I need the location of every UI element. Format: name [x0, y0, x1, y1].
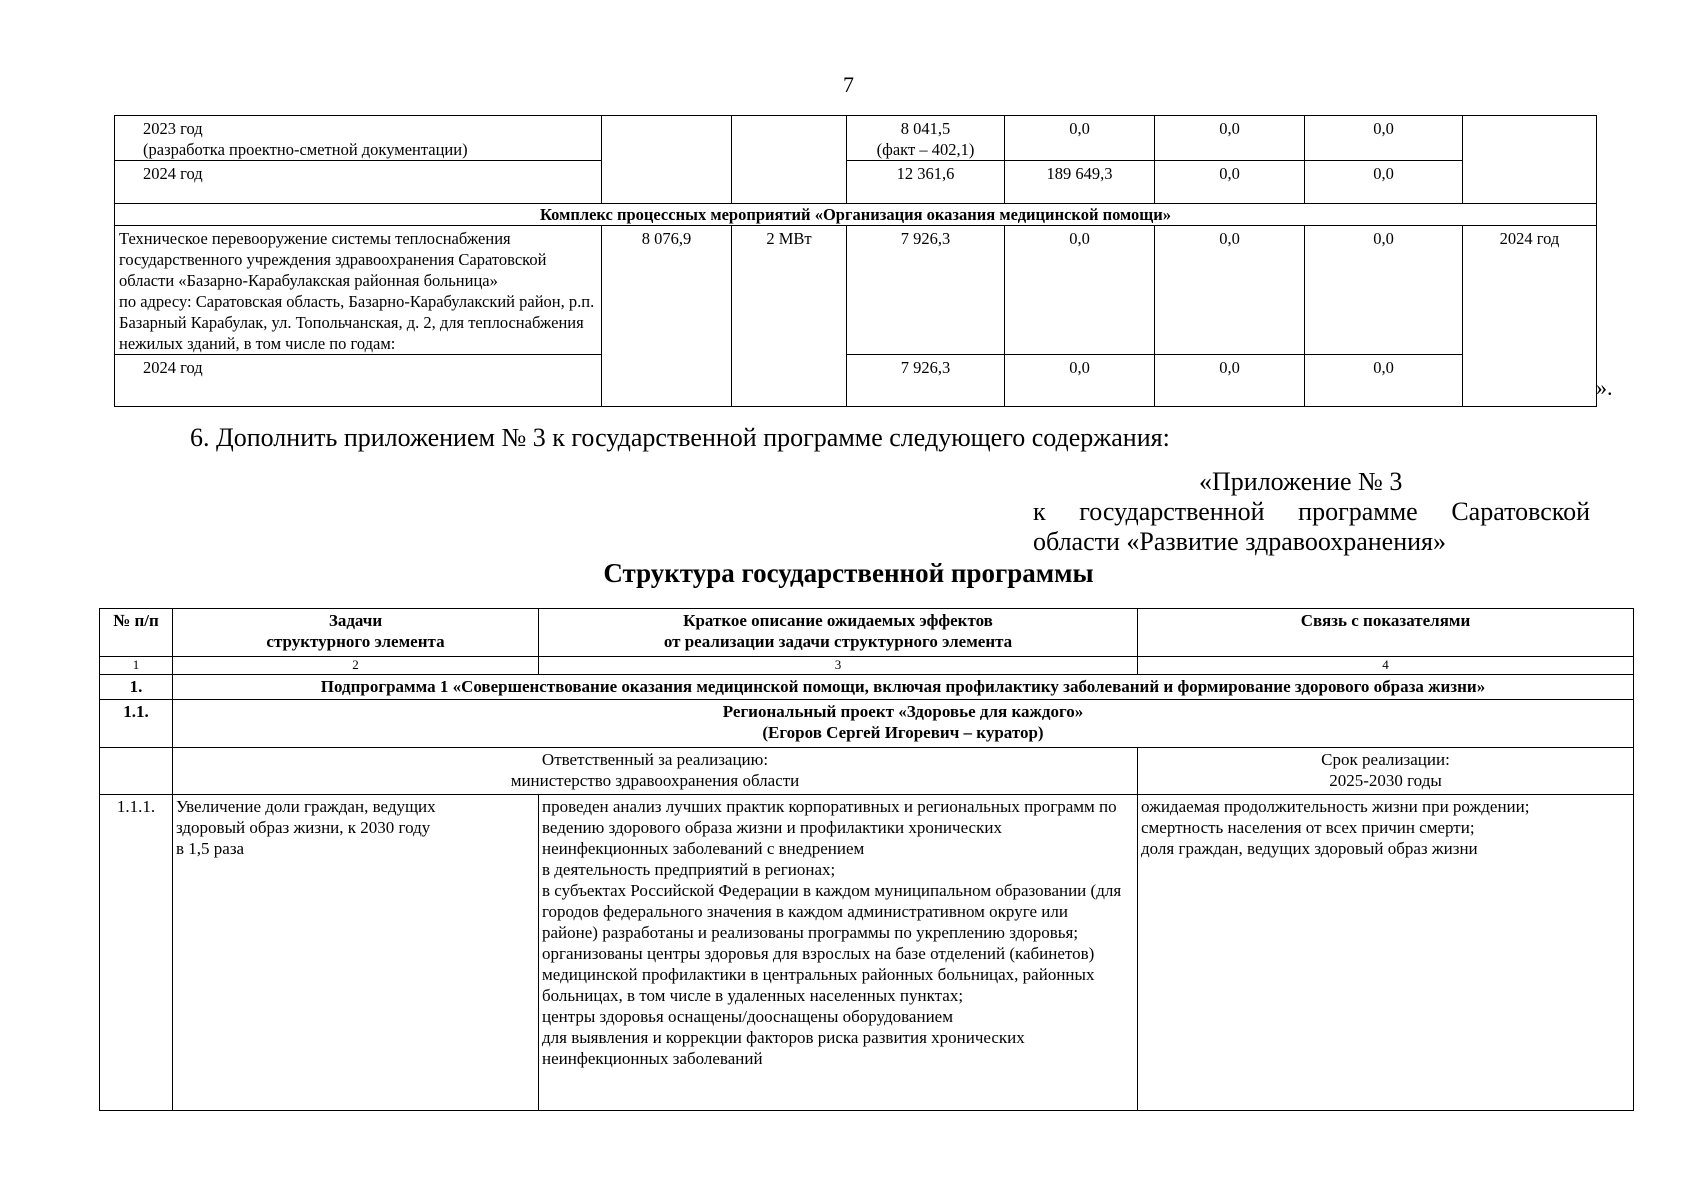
column-number: 1 [100, 657, 173, 675]
task-effects: проведен анализ лучших практик корпоративных и региональных программ по ведению здорового образа жизни и профилактики хронических неинфекционных заболеваний с внедрением в деятельность предприятий в регионах; в субъектах Российской Федерации в каждом муниципальном образовании (для городов федерального значения в каждом административном округе или районе) разработаны и реализованы программы по укреплению здоровья; организованы центры здоровья для взрослых на базе отделений (кабинетов) медицинской профилактики в центральных районных больницах, районных больницах, в том числе в удаленных населенных пунктах; центры здоровья оснащены/дооснащены оборудованием для выявления и коррекции факторов риска развития хронических неинфекционных заболеваний [539, 795, 1138, 1111]
subprogram-title: Подпрограмма 1 «Совершенствование оказания медицинской помощи, включая профилактику заболеваний и формирование здорового образа жизни» [173, 675, 1634, 700]
value-cell: 0,0 [1305, 116, 1463, 161]
empty-cell [602, 116, 732, 204]
section-header: Комплекс процессных мероприятий «Организация оказания медицинской помощи» [115, 204, 1597, 226]
closing-quote: ». [1596, 375, 1613, 400]
row-number: 1.1.1. [100, 795, 173, 1111]
column-number-row [100, 657, 1634, 675]
value-cell: 0,0 [1305, 161, 1463, 204]
value-cell: 0,0 [1155, 161, 1305, 204]
value-cell: 8 041,5 (факт – 402,1) [847, 116, 1005, 161]
section-header-row [115, 204, 1597, 226]
empty-cell [732, 116, 847, 204]
page-number: 7 [843, 72, 854, 97]
project-row [100, 700, 1634, 748]
funding-table [114, 115, 1597, 407]
page-title: Структура государственной программы [603, 558, 1094, 588]
item-cost: 8 076,9 [602, 226, 732, 407]
item-year: 2024 год [1463, 226, 1597, 407]
row-number: 1. [100, 675, 173, 700]
appendix-heading: «Приложение № 3 [1199, 467, 1403, 496]
task-row [100, 795, 1634, 1111]
row-label: 2024 год [115, 355, 602, 407]
responsibility-row [100, 748, 1634, 795]
empty-cell [100, 748, 173, 795]
project-title: Региональный проект «Здоровье для каждого» (Егоров Сергей Игоревич – куратор) [173, 700, 1634, 748]
column-header: Связь с показателями [1138, 609, 1634, 657]
row-label: 2024 год [115, 161, 602, 204]
value-cell: 7 926,3 [847, 355, 1005, 407]
value-cell: 0,0 [1005, 226, 1155, 355]
appendix-subheading: области «Развитие здравоохранения» [1033, 527, 1446, 556]
table-row [115, 161, 1597, 204]
item-capacity: 2 МВт [732, 226, 847, 407]
task-name: Увеличение доли граждан, ведущих здоровый образ жизни, к 2030 году в 1,5 раза [173, 795, 539, 1111]
table-row [115, 355, 1597, 407]
structure-table [99, 608, 1634, 1111]
column-header: № п/п [100, 609, 173, 657]
term-info: Срок реализации: 2025-2030 годы [1138, 748, 1634, 795]
value-cell: 189 649,3 [1005, 161, 1155, 204]
column-header: Краткое описание ожидаемых эффектов от реализации задачи структурного элемента [539, 609, 1138, 657]
value-cell: 0,0 [1305, 355, 1463, 407]
amendment-paragraph: 6. Дополнить приложением № 3 к государственной программе следующего содержания: [190, 423, 1170, 452]
value-cell: 0,0 [1155, 226, 1305, 355]
table-row [115, 116, 1597, 161]
column-number: 3 [539, 657, 1138, 675]
column-number: 2 [173, 657, 539, 675]
item-description: Техническое перевооружение системы теплоснабжения государственного учреждения здравоохранения Саратовской области «Базарно-Карабулакская районная больница» по адресу: Саратовская область, Базарно-Карабулакский район, р.п. Базарный Карабулак, ул. Топольчанская, д. 2, для теплоснабжения нежилых зданий, в том числе по годам: [115, 226, 602, 355]
value-cell: 0,0 [1305, 226, 1463, 355]
subprogram-row [100, 675, 1634, 700]
appendix-subheading: к государственной программе Саратовской [1033, 497, 1590, 526]
empty-cell [1463, 116, 1597, 204]
value-cell: 0,0 [1005, 355, 1155, 407]
table-row [115, 226, 1597, 355]
row-number: 1.1. [100, 700, 173, 748]
value-cell: 7 926,3 [847, 226, 1005, 355]
value-cell: 0,0 [1155, 355, 1305, 407]
value-cell: 12 361,6 [847, 161, 1005, 204]
column-number: 4 [1138, 657, 1634, 675]
value-cell: 0,0 [1005, 116, 1155, 161]
row-label: 2023 год (разработка проектно-сметной документации) [115, 116, 602, 161]
task-indicators: ожидаемая продолжительность жизни при рождении; смертность населения от всех причин смерти; доля граждан, ведущих здоровый образ жизни [1138, 795, 1634, 1111]
responsible-info: Ответственный за реализацию: министерство здравоохранения области [173, 748, 1138, 795]
value-cell: 0,0 [1155, 116, 1305, 161]
column-header: Задачи структурного элемента [173, 609, 539, 657]
header-row [100, 609, 1634, 657]
